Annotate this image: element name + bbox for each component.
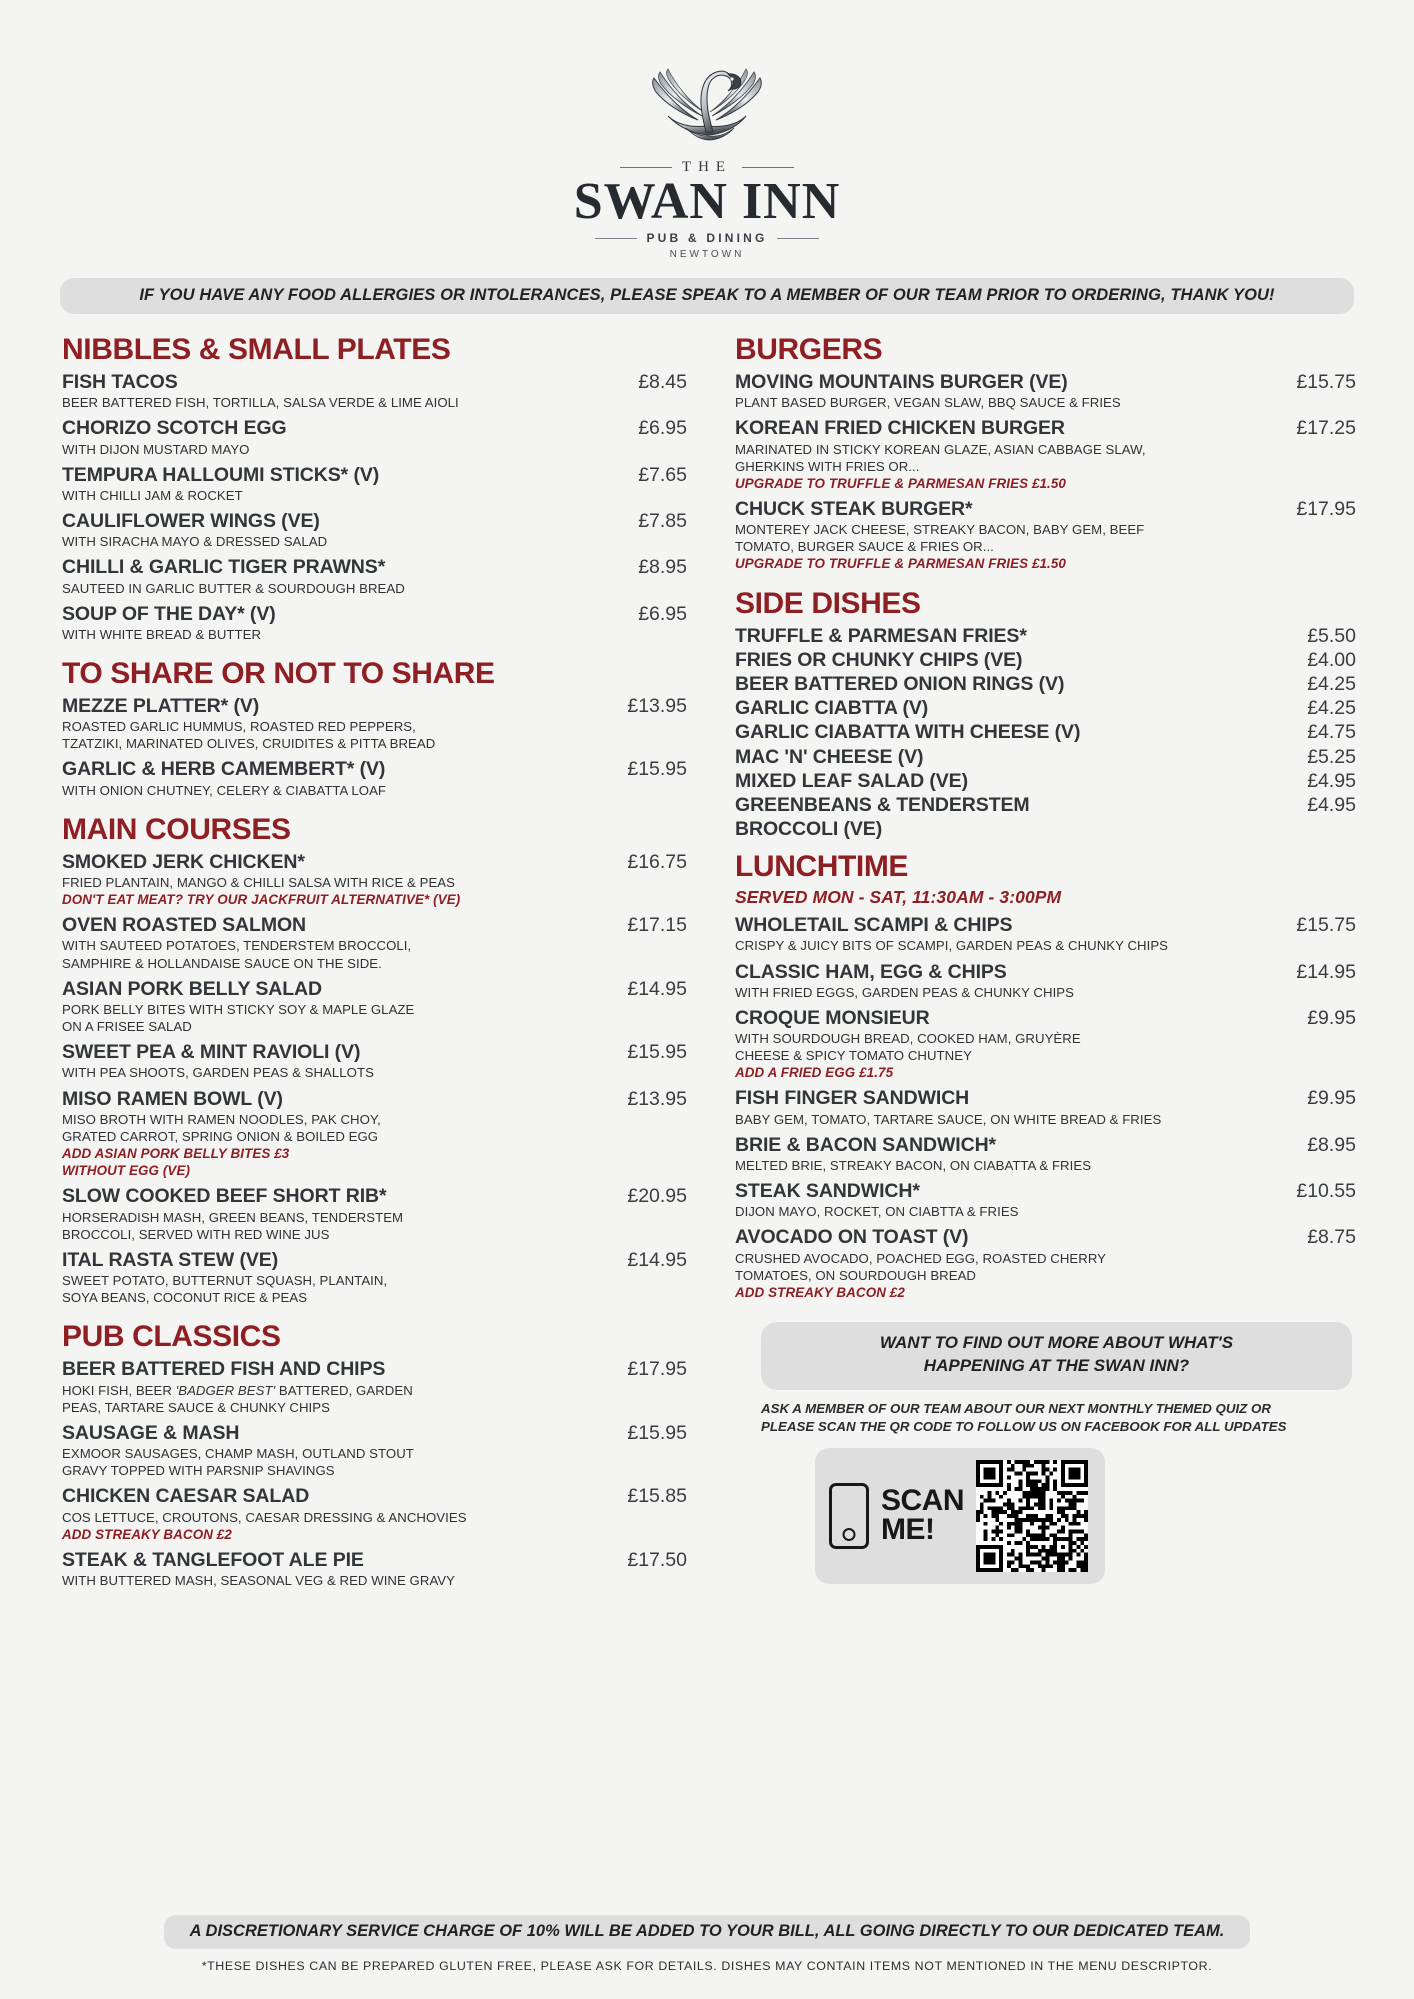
menu-item-price: £7.65 xyxy=(638,463,687,486)
menu-item[interactable] xyxy=(62,1040,687,1081)
menu-item-description: SWEET POTATO, BUTTERNUT SQUASH, PLANTAIN, SOYA BEANS, COCONUT RICE & PEAS xyxy=(62,1273,388,1306)
menu-item-name: CROQUE MONSIEUR xyxy=(735,1006,930,1029)
scan-me-label xyxy=(881,1483,965,1546)
menu-item-price: £7.85 xyxy=(638,510,687,533)
menu-item-description: PLANT BASED BURGER, VEGAN SLAW, BBQ SAUCE & FRIES xyxy=(735,395,1121,411)
qr-code-icon[interactable] xyxy=(976,1460,1088,1572)
scan-line-1: SCAN xyxy=(881,1483,965,1517)
section-heading: SIDE DISHES xyxy=(735,586,921,620)
menu-item-description: CRISPY & JUICY BITS OF SCAMPI, GARDEN PEAS & CHUNKY CHIPS xyxy=(735,938,1169,954)
menu-item-name: SMOKED JERK CHICKEN* xyxy=(62,850,305,873)
menu-item-price: £14.95 xyxy=(627,977,687,1000)
menu-item[interactable] xyxy=(62,850,687,908)
menu-columns xyxy=(0,314,1414,1594)
menu-item-name: FISH FINGER SANDWICH xyxy=(735,1087,970,1110)
promo-banner xyxy=(761,1322,1352,1390)
promo-headline: WANT TO FIND OUT MORE ABOUT WHAT'S HAPPENING AT THE SWAN INN? xyxy=(879,1333,1234,1376)
menu-item-description: DIJON MAYO, ROCKET, ON CIABTTA & FRIES xyxy=(735,1204,1019,1220)
promo-note: ASK A MEMBER OF OUR TEAM ABOUT OUR NEXT MONTHLY THEMED QUIZ OR PLEASE SCAN THE QR CODE TO FOLLOW US ON FACEBOOK FOR ALL UPDATES xyxy=(761,1400,1287,1434)
menu-item-price: £13.95 xyxy=(627,695,687,717)
menu-item[interactable] xyxy=(62,509,687,550)
menu-item-description: COS LETTUCE, CROUTONS, CAESAR DRESSING & ANCHOVIES xyxy=(62,1509,467,1525)
menu-item-price: £20.95 xyxy=(627,1185,687,1208)
menu-item-description: WITH FRIED EGGS, GARDEN PEAS & CHUNKY CHIPS xyxy=(735,984,1074,1000)
menu-item[interactable] xyxy=(62,694,687,752)
side-dish-price: £4.95 xyxy=(1307,793,1356,816)
section-heading: BURGERS xyxy=(735,333,883,367)
menu-item-note: DON'T EAT MEAT? TRY OUR JACKFRUIT ALTERNATIVE* (VE) xyxy=(62,892,461,908)
menu-item-description: CRUSHED AVOCADO, POACHED EGG, ROASTED CHERRY TOMATOES, ON SOURDOUGH BREAD xyxy=(735,1250,1107,1283)
menu-item-name: STEAK & TANGLEFOOT ALE PIE xyxy=(62,1548,364,1571)
menu-item[interactable] xyxy=(735,1006,1356,1082)
menu-item-description: MARINATED IN STICKY KOREAN GLAZE, ASIAN CABBAGE SLAW, GHERKINS WITH FRIES OR... xyxy=(735,441,1146,474)
logo-subtitle: PUB & DINING xyxy=(646,231,768,246)
menu-item-name: ASIAN PORK BELLY SALAD xyxy=(62,977,323,1000)
side-dish-name: FRIES OR CHUNKY CHIPS (VE) xyxy=(735,648,1023,671)
menu-item-description: MONTEREY JACK CHEESE, STREAKY BACON, BABY GEM, BEEF TOMATO, BURGER SAUCE & FRIES OR... xyxy=(735,522,1145,555)
side-dish-name: TRUFFLE & PARMESAN FRIES* xyxy=(735,624,1027,647)
menu-item[interactable] xyxy=(62,1248,687,1306)
menu-item-name: SOUP OF THE DAY* (V) xyxy=(62,602,276,625)
menu-item-name: CAULIFLOWER WINGS (VE) xyxy=(62,510,320,533)
menu-item-price: £9.95 xyxy=(1307,1087,1356,1110)
menu-item-name: BEER BATTERED FISH AND CHIPS xyxy=(62,1358,386,1381)
menu-item-name: GARLIC & HERB CAMEMBERT* (V) xyxy=(62,758,386,781)
menu-item-description: HORSERADISH MASH, GREEN BEANS, TENDERSTEM BROCCOLI, SERVED WITH RED WINE JUS xyxy=(62,1209,404,1242)
menu-item-name: MISO RAMEN BOWL (V) xyxy=(62,1087,283,1110)
logo-the-text: THE xyxy=(681,159,733,175)
menu-item-price: £17.95 xyxy=(627,1358,687,1381)
side-dish-price: £4.95 xyxy=(1307,769,1356,792)
side-dish-name: MAC 'N' CHEESE (V) xyxy=(735,745,924,768)
menu-item-name: SWEET PEA & MINT RAVIOLI (V) xyxy=(62,1041,361,1064)
menu-item-name: SLOW COOKED BEEF SHORT RIB* xyxy=(62,1185,387,1208)
brand-logo xyxy=(0,0,1414,260)
menu-item[interactable] xyxy=(62,463,687,504)
menu-item-price: £15.75 xyxy=(1296,371,1356,394)
menu-item-note: ADD STREAKY BACON £2 xyxy=(62,1526,232,1542)
menu-item-description: MELTED BRIE, STREAKY BACON, ON CIABATTA & FRIES xyxy=(735,1157,1092,1173)
menu-item-name: AVOCADO ON TOAST (V) xyxy=(735,1226,969,1249)
menu-item-price: £14.95 xyxy=(1296,960,1356,983)
menu-column-left xyxy=(62,324,709,1594)
menu-item-name: MOVING MOUNTAINS BURGER (VE) xyxy=(735,371,1068,394)
menu-item[interactable] xyxy=(62,913,687,971)
menu-item-name: CHUCK STEAK BURGER* xyxy=(735,498,973,520)
menu-item[interactable] xyxy=(62,1087,687,1180)
side-dish-row[interactable] xyxy=(735,696,1356,720)
menu-item-price: £15.75 xyxy=(1296,914,1356,937)
menu-item[interactable] xyxy=(735,913,1356,954)
allergy-notice: IF YOU HAVE ANY FOOD ALLERGIES OR INTOLERANCES, PLEASE SPEAK TO A MEMBER OF OUR TEAM PRIOR TO ORDERING, THANK YOU! xyxy=(60,278,1354,314)
service-charge-notice: A DISCRETIONARY SERVICE CHARGE OF 10% WILL BE ADDED TO YOUR BILL, ALL GOING DIRECTLY TO OUR DEDICATED TEAM. xyxy=(164,1915,1251,1949)
menu-item-price: £17.50 xyxy=(627,1548,687,1571)
side-dish-price: £5.50 xyxy=(1307,624,1356,647)
side-dish-price xyxy=(1272,834,1356,835)
menu-item-price: £9.95 xyxy=(1307,1006,1356,1029)
side-dish-price: £4.00 xyxy=(1307,648,1356,671)
logo-town: NEWTOWN xyxy=(669,249,745,261)
menu-item-description: MISO BROTH WITH RAMEN NOODLES, PAK CHOY, GRATED CARROT, SPRING ONION & BOILED EGG xyxy=(62,1111,381,1144)
menu-item[interactable] xyxy=(62,555,687,596)
menu-item-name: BRIE & BACON SANDWICH* xyxy=(735,1133,997,1156)
menu-item-description: ROASTED GARLIC HUMMUS, ROASTED RED PEPPERS, TZATZIKI, MARINATED OLIVES, CRUIDITES & PITTA BREAD xyxy=(62,719,436,752)
menu-item-description: PORK BELLY BITES WITH STICKY SOY & MAPLE GLAZE ON A FRISEE SALAD xyxy=(62,1001,415,1035)
menu-item-name: MEZZE PLATTER* (V) xyxy=(62,695,260,717)
side-dish-name: GARLIC CIABTTA (V) xyxy=(735,697,929,720)
side-dish-name: GREENBEANS & TENDERSTEM xyxy=(735,793,1030,816)
menu-item-name: CHILLI & GARLIC TIGER PRAWNS* xyxy=(62,556,386,579)
side-dish-name: BROCCOLI (VE) xyxy=(735,818,883,841)
menu-item-note: ADD ASIAN PORK BELLY BITES £3 WITHOUT EGG (VE) xyxy=(62,1146,290,1179)
side-dish-price: £5.25 xyxy=(1307,745,1356,768)
side-dish-row[interactable] xyxy=(735,817,1356,841)
menu-item-name: WHOLETAIL SCAMPI & CHIPS xyxy=(735,914,1013,937)
menu-item-description: EXMOOR SAUSAGES, CHAMP MASH, OUTLAND STOUT GRAVY TOPPED WITH PARSNIP SHAVINGS xyxy=(62,1446,414,1479)
menu-item-description: WITH CHILLI JAM & ROCKET xyxy=(62,487,243,503)
menu-item[interactable] xyxy=(62,757,687,798)
menu-item[interactable] xyxy=(62,1548,687,1589)
menu-item-note: UPGRADE TO TRUFFLE & PARMESAN FRIES £1.50 xyxy=(735,556,1066,572)
menu-item-price: £15.95 xyxy=(627,1041,687,1064)
menu-item-description: WITH BUTTERED MASH, SEASONAL VEG & RED WINE GRAVY xyxy=(62,1572,455,1588)
side-dish-name: GARLIC CIABATTA WITH CHEESE (V) xyxy=(735,721,1081,744)
menu-item-note: ADD STREAKY BACON £2 xyxy=(735,1284,905,1300)
menu-item-price: £8.45 xyxy=(638,371,687,394)
menu-item-price: £6.95 xyxy=(638,417,687,440)
menu-item-description: WITH SAUTEED POTATOES, TENDERSTEM BROCCOLI, SAMPHIRE & HOLLANDAISE SAUCE ON THE SIDE. xyxy=(62,938,412,971)
menu-item-name: SAUSAGE & MASH xyxy=(62,1421,240,1444)
menu-item[interactable] xyxy=(62,977,687,1035)
menu-item[interactable] xyxy=(735,1133,1356,1174)
logo-name: SWAN INN xyxy=(573,173,841,230)
menu-item[interactable] xyxy=(735,416,1356,492)
side-dish-price: £4.25 xyxy=(1307,697,1356,720)
menu-item-note: ADD A FRIED EGG £1.75 xyxy=(735,1065,894,1081)
section-heading: LUNCHTIME xyxy=(735,850,909,884)
footer-disclaimer: *THESE DISHES CAN BE PREPARED GLUTEN FREE, PLEASE ASK FOR DETAILS. DISHES MAY CONTAIN ITEMS NOT MENTIONED IN THE MENU DESCRIPTOR. xyxy=(201,1959,1213,1973)
menu-item[interactable] xyxy=(735,497,1356,573)
side-dish-row[interactable] xyxy=(735,745,1356,769)
menu-item-name: STEAK SANDWICH* xyxy=(735,1180,920,1203)
menu-item[interactable] xyxy=(735,960,1356,1001)
side-dish-price: £4.25 xyxy=(1307,672,1356,695)
menu-item-description: WITH SOURDOUGH BREAD, COOKED HAM, GRUYÈRE CHEESE & SPICY TOMATO CHUTNEY xyxy=(735,1031,1081,1064)
menu-item-description: WITH DIJON MUSTARD MAYO xyxy=(62,441,250,457)
scan-line-2: ME! xyxy=(881,1512,935,1546)
menu-item-price: £8.95 xyxy=(638,556,687,579)
menu-item-description: WITH SIRACHA MAYO & DRESSED SALAD xyxy=(62,534,328,550)
menu-item-name: OVEN ROASTED SALMON xyxy=(62,914,307,937)
logo-subtitle-line xyxy=(0,231,1414,245)
menu-item-price: £15.85 xyxy=(627,1485,687,1508)
logo-sub-rule-left xyxy=(595,238,637,239)
menu-item-price: £13.95 xyxy=(627,1087,687,1110)
menu-item-name: CHICKEN CAESAR SALAD xyxy=(62,1485,310,1508)
menu-item-name: CHORIZO SCOTCH EGG xyxy=(62,417,287,440)
side-dish-name: BEER BATTERED ONION RINGS (V) xyxy=(735,672,1065,695)
menu-item[interactable] xyxy=(735,1179,1356,1220)
menu-item-description: WITH ONION CHUTNEY, CELERY & CIABATTA LOAF xyxy=(62,782,387,798)
section-heading: PUB CLASSICS xyxy=(62,1320,281,1354)
menu-item-name: TEMPURA HALLOUMI STICKS* (V) xyxy=(62,463,380,486)
menu-item-description: SAUTEED IN GARLIC BUTTER & SOURDOUGH BREAD xyxy=(62,580,405,596)
side-dish-row[interactable] xyxy=(735,624,1356,648)
section-heading: MAIN COURSES xyxy=(62,812,291,846)
menu-item-price: £17.25 xyxy=(1296,417,1356,440)
menu-item[interactable] xyxy=(735,370,1356,411)
menu-item-price: £6.95 xyxy=(638,602,687,625)
menu-item-description: WITH PEA SHOOTS, GARDEN PEAS & SHALLOTS xyxy=(62,1065,374,1081)
menu-item-price: £15.95 xyxy=(627,1421,687,1444)
menu-item-note: UPGRADE TO TRUFFLE & PARMESAN FRIES £1.50 xyxy=(735,475,1066,491)
page-footer xyxy=(0,1915,1414,1973)
side-dish-price: £4.75 xyxy=(1307,721,1356,744)
side-dish-row[interactable] xyxy=(735,648,1356,672)
section-heading: TO SHARE OR NOT TO SHARE xyxy=(62,657,495,690)
swan-logo-icon xyxy=(642,52,772,157)
menu-item[interactable] xyxy=(62,1484,687,1542)
menu-item[interactable] xyxy=(62,1421,687,1479)
menu-item-name: CLASSIC HAM, EGG & CHIPS xyxy=(735,960,1007,983)
menu-item-description: BEER BATTERED FISH, TORTILLA, SALSA VERDE & LIME AIOLI xyxy=(62,395,459,411)
side-dish-row[interactable] xyxy=(735,720,1356,744)
logo-rule-left xyxy=(620,167,672,168)
menu-item[interactable] xyxy=(62,1357,687,1415)
menu-column-right xyxy=(709,324,1356,1594)
side-dish-name: MIXED LEAF SALAD (VE) xyxy=(735,769,968,792)
menu-item[interactable] xyxy=(62,1184,687,1242)
menu-item-name: ITAL RASTA STEW (VE) xyxy=(62,1248,279,1271)
menu-item-price: £14.95 xyxy=(627,1248,687,1271)
menu-item-description: FRIED PLANTAIN, MANGO & CHILLI SALSA WITH RICE & PEAS xyxy=(62,874,455,890)
menu-item-price: £15.95 xyxy=(627,758,687,781)
menu-item-price: £16.75 xyxy=(627,850,687,873)
menu-item-price: £10.55 xyxy=(1296,1180,1356,1203)
menu-item-price: £8.95 xyxy=(1307,1133,1356,1156)
section-subtitle: SERVED MON - SAT, 11:30AM - 3:00PM xyxy=(735,887,1062,908)
side-dish-row[interactable] xyxy=(735,769,1356,793)
menu-item[interactable] xyxy=(62,416,687,457)
menu-item-description: WITH WHITE BREAD & BUTTER xyxy=(62,626,262,642)
logo-rule-right xyxy=(742,167,794,168)
menu-item[interactable] xyxy=(62,602,687,643)
side-dish-row[interactable] xyxy=(735,793,1356,817)
menu-item[interactable] xyxy=(735,1225,1356,1301)
section-heading: NIBBLES & SMALL PLATES xyxy=(62,333,451,367)
menu-item-price: £8.75 xyxy=(1307,1226,1356,1249)
menu-item[interactable] xyxy=(62,370,687,411)
mobile-phone-icon xyxy=(829,1483,869,1549)
menu-item-description: HOKI FISH, BEER 'BADGER BEST' BATTERED, GARDEN PEAS, TARTARE SAUCE & CHUNKY CHIPS xyxy=(62,1382,413,1415)
side-dish-row[interactable] xyxy=(735,672,1356,696)
menu-item-description: BABY GEM, TOMATO, TARTARE SAUCE, ON WHITE BREAD & FRIES xyxy=(735,1111,1162,1127)
menu-item[interactable] xyxy=(735,1086,1356,1127)
menu-item-name: KOREAN FRIED CHICKEN BURGER xyxy=(735,417,1065,440)
logo-sub-rule-right xyxy=(777,238,819,239)
menu-item-name: FISH TACOS xyxy=(62,371,178,394)
scan-me-panel[interactable] xyxy=(815,1448,1105,1584)
menu-item-price: £17.95 xyxy=(1296,498,1356,520)
menu-item-price: £17.15 xyxy=(627,914,687,937)
